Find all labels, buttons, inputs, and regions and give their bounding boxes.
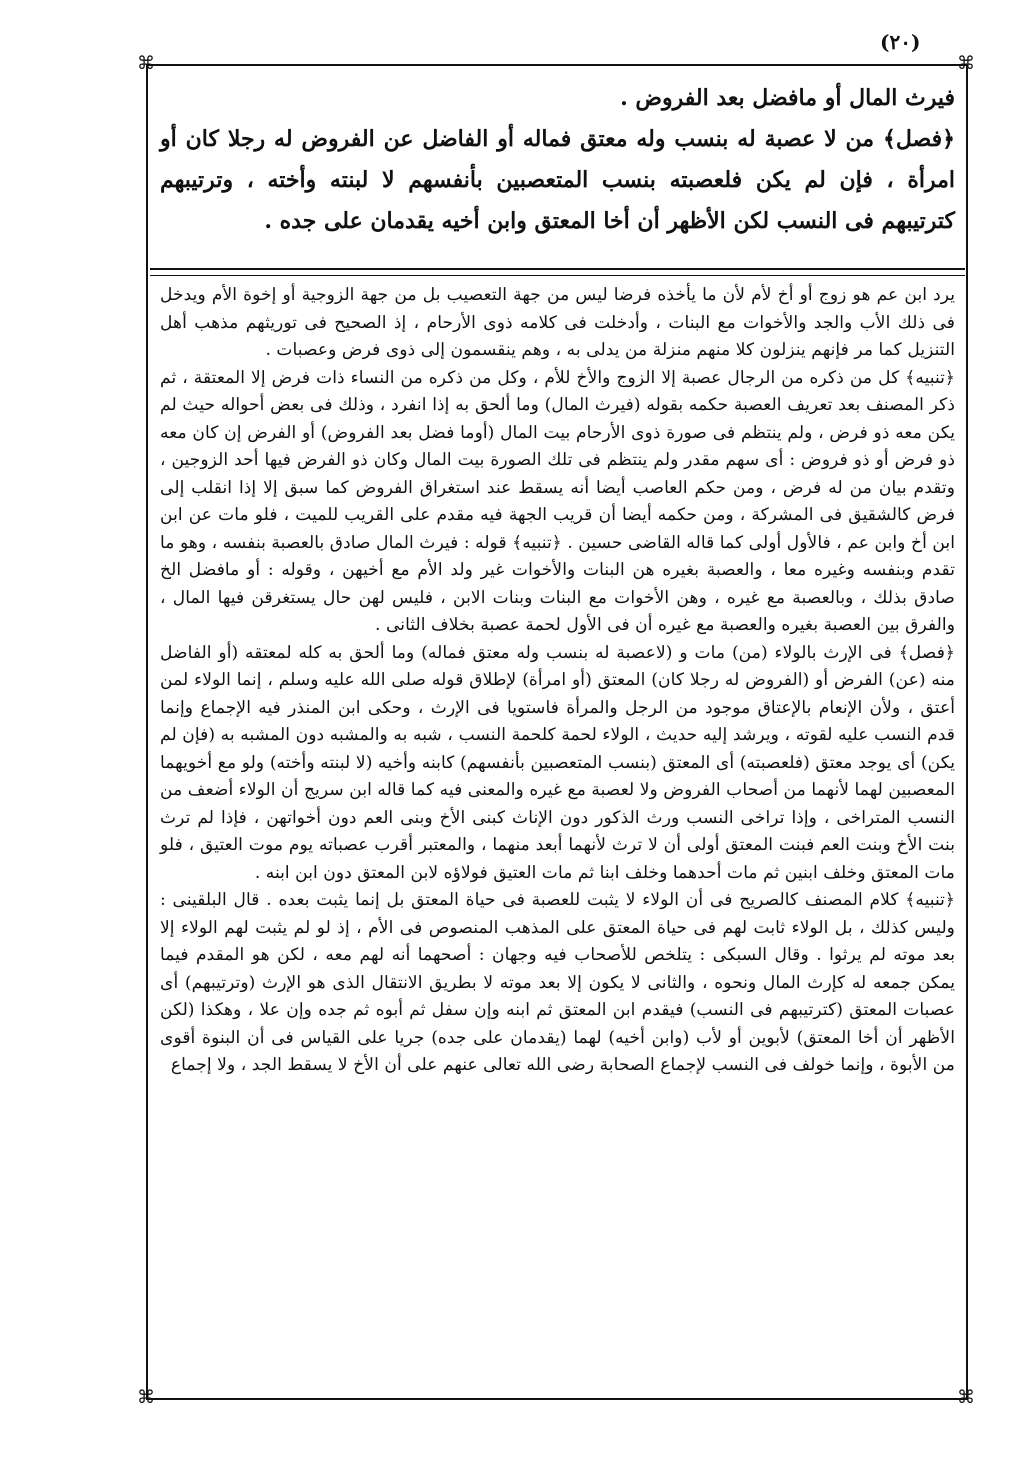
corner-ornament-icon: ⌘ <box>137 1387 155 1408</box>
main-text-line: فيرث المال أو مافضل بعد الفروض . <box>620 85 955 111</box>
main-text <box>160 78 955 242</box>
frame-top-line <box>146 64 968 66</box>
page-number: (٢٠) <box>880 30 921 54</box>
corner-ornament-icon: ⌘ <box>137 53 155 74</box>
frame-left-line <box>146 64 148 1400</box>
commentary-paragraph: ﴿تنبيه﴾ كل من ذكره من الرجال عصبة إلا الزوج والأخ للأم ، وكل من ذكره من النساء ذات فرض إلا المعتقة ، ثم ذكر المصنف بعد تعريف العصبة حكمه بقوله (فيرث المال) وما ألحق به إذا انفرد ، وذلك فى بعض أحواله حيث لم يكن معه ذو فرض ، ولم ينتظم فى صورة ذوى الأرحام بيت المال (أوما فضل بعد الفروض) أو الفرض إن كان معه ذو فرض أو ذو فروض : أى سهم مقدر ولم ينتظم فى تلك الصورة بيت المال وكان ذو الفرض فيها أحد الزوجين ، وتقدم بيان من له فرض ، ومن حكم العاصب أيضا أنه يسقط عند استغراق الفروض كما سبق إلا إذا انقلب إلى فرض كالشقيق فى المشركة ، ومن حكمه أيضا أن قريب الجهة فيه مقدم على القريب للميت ، فلو مات عن ابن ابن أخ وابن عم ، فالأول أولى كما قاله القاضى حسين . ﴿تنبيه﴾ قوله : فيرث المال صادق بالعصبة بنفسه ، وهو ما تقدم وبنفسه وغيره معا ، والعصبة بغيره هن البنات والأخوات غير ولد الأم مع أخيهن ، وقوله : أو مافضل الخ صادق بذلك ، وبالعصبة مع غيره ، وهن الأخوات مع البنات وبنات الابن ، فليس لهن حال يستغرقن فيها المال ، والفرق بين العصبة بغيره والعصبة مع غيره أن فى الأول لحمة عصبة بخلاف الثانى . <box>160 367 955 635</box>
commentary-paragraph: ﴿تنبيه﴾ كلام المصنف كالصريح فى أن الولاء لا يثبت للعصبة فى حياة المعتق بل إنما يثبت بعده . قال البلقينى : وليس كذلك ، بل الولاء ثابت لهم فى حياة المعتق على المذهب المنصوص فى الأم ، إذ لو لم يثبت لهم الولاء إلا بعد موته لم يرثوا . وقال السبكى : يتلخص للأصحاب فيه وجهان : أصحهما أنه لهم معه ، لكن هو المقدم فيما يمكن جمعه له كإرث المال ونحوه ، والثانى لا يكون إلا بعد موته لا بطريق الانتقال الذى هو الإرث (وترتيبهم) أى عصبات المعتق (كترتيبهم فى النسب) فيقدم ابن المعتق ثم ابنه وإن سفل ثم أبوه ثم جده وإن علا ، وهكذا (لكن الأظهر أن أخا المعتق) لأبوين أو لأب (وابن أخيه) لهما (يقدمان على جده) جريا على القياس فى أن البنوة أقوى من الأبوة ، وإنما خولف فى النسب لإجماع الصحابة رضى الله تعالى عنهم على أن الأخ لا يسقط الجد ، ولا إجماع <box>160 890 955 1075</box>
commentary-text <box>160 282 955 1080</box>
commentary-paragraph: ﴿فصل﴾ فى الإرث بالولاء (من) مات و (لاعصبة له بنسب وله معتق فماله) وما ألحق به كله لمعتقه (أو الفاضل منه (عن) الفرض أو (الفروض له رجلا كان) المعتق (أو امرأة) لإطلاق قوله صلى الله عليه وسلم ، إنما الولاء لمن أعتق ، ولأن الإنعام بالإعتاق موجود من الرجل والمرأة فاستويا فى الإرث ، وحكى ابن المنذر فيه الإجماع وإنما قدم النسب عليه لقوته ، ويرشد إليه حديث ، الولاء لحمة كلحمة النسب ، شبه به والمشبه دون المشبه به (فإن لم يكن) أى يوجد معتق (فلعصبته) أى المعتق (بنسب المتعصبين بأنفسهم) كابنه وأخيه (لا لبنته وأخته) ولو مع أخويهما المعصبين لهما لأنهما من أصحاب الفروض ولا لعصبة مع غيره والمعنى فيه كما قاله ابن سريج أن الولاء أضعف من النسب المتراخى ، وإذا تراخى النسب ورث الذكور دون الإناث كبنى الأخ وبنى العم دون أخواتهن ، فإذا لم ترث بنت الأخ وبنت العم فبنت المعتق أولى أن لا ترث لأنهما أبعد منهما ، والمعتبر أقرب عصباته يوم موت العتيق ، فلو مات المعتق وخلف ابنين ثم مات أحدهما وخلف ابنا ثم مات العتيق فولاؤه لابن المعتق دون ابن ابنه . <box>160 642 955 883</box>
frame-right-line <box>966 64 968 1400</box>
main-text-paragraph: ﴿فصل﴾ من لا عصبة له بنسب وله معتق فماله أو الفاضل عن الفروض له رجلا كان أو امرأة ، فإن لم يكن فلعصبته بنسب المتعصبين بأنفسهم لا لبنته وأخته ، وترتيبهم كترتيبهم فى النسب لكن الأظهر أن أخا المعتق وابن أخيه يقدمان على جده . <box>160 126 955 234</box>
section-divider <box>150 268 965 276</box>
frame-bottom-line <box>146 1398 968 1400</box>
commentary-paragraph: يرد ابن عم هو زوج أو أخ لأم لأن ما يأخذه فرضا ليس من جهة التعصيب بل من جهة الزوجية أو إخوة الأم ويدخل فى ذلك الأب والجد والأخوات مع البنات ، وأدخلت فى كلامه ذوى الأرحام ، إذ الصحيح فى توريثهم مذهب أهل التنزيل كما مر فإنهم ينزلون كلا منهم منزلة من يدلى به ، وهم ينقسمون إلى ذوى فرض وعصبات . <box>160 285 955 360</box>
corner-ornament-icon: ⌘ <box>957 1387 975 1408</box>
corner-ornament-icon: ⌘ <box>957 53 975 74</box>
